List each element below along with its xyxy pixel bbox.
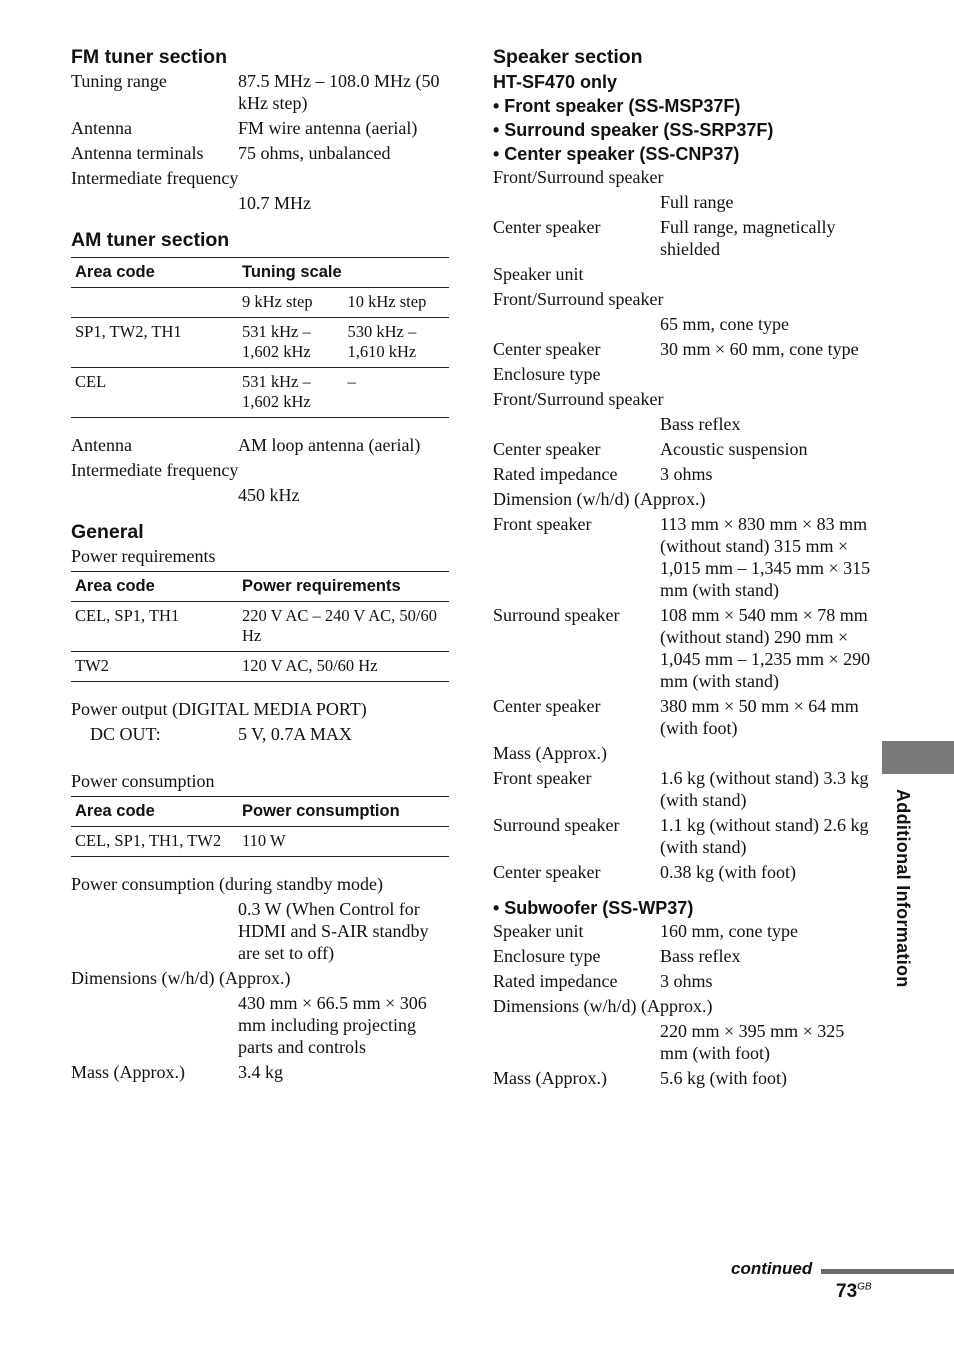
am-section-title: AM tuner section bbox=[71, 229, 230, 251]
spec-label: DC OUT: bbox=[90, 724, 161, 744]
spec-label: Front speaker bbox=[493, 768, 592, 788]
table-cell: 120 V AC, 50/60 Hz bbox=[242, 656, 378, 675]
spec-label: Speaker unit bbox=[493, 921, 584, 941]
spec-row bbox=[493, 463, 873, 485]
table-cell: CEL, SP1, TH1, TW2 bbox=[75, 831, 222, 850]
spec-row bbox=[71, 434, 449, 456]
spec-label: Mass (Approx.) bbox=[493, 743, 607, 763]
table-subheader: 10 kHz step bbox=[347, 292, 427, 311]
table-header: Area code bbox=[75, 263, 155, 281]
table-header: Area code bbox=[75, 802, 155, 820]
table-cell: SP1, TW2, TH1 bbox=[75, 322, 182, 341]
page-number bbox=[836, 1281, 872, 1303]
table-header: Tuning scale bbox=[242, 263, 342, 281]
subwoofer-title: • Subwoofer (SS-WP37) bbox=[493, 898, 694, 918]
spec-row bbox=[493, 945, 873, 967]
spec-value: 30 mm × 60 mm, cone type bbox=[660, 339, 859, 359]
table-cell: 110 W bbox=[242, 831, 286, 850]
spec-label: Center speaker bbox=[493, 339, 601, 359]
table-cell: 220 V AC – 240 V AC, 50/60 Hz bbox=[242, 606, 437, 645]
table-cell: – bbox=[347, 372, 356, 391]
spec-value: Full range bbox=[660, 192, 734, 212]
spec-value: 380 mm × 50 mm × 64 mm (with foot) bbox=[660, 696, 859, 738]
spec-value: 10.7 MHz bbox=[238, 193, 311, 213]
table-subheader: 9 kHz step bbox=[242, 292, 313, 311]
spec-value: 1.1 kg (without stand) 2.6 kg (with stand) bbox=[660, 815, 869, 857]
spec-label: Center speaker bbox=[493, 862, 601, 882]
spec-value: 3.4 kg bbox=[238, 1062, 283, 1082]
power-consumption-table bbox=[71, 796, 449, 857]
spec-label: Antenna bbox=[71, 435, 132, 455]
page-number-value: 73 bbox=[836, 1281, 858, 1302]
spec-value: 3 ohms bbox=[660, 464, 713, 484]
spec-value: 108 mm × 540 mm × 78 mm (without stand) 290 mm × 1,045 mm – 1,235 mm × 290 mm (with stand) bbox=[660, 605, 871, 691]
spec-label: Tuning range bbox=[71, 71, 167, 91]
spec-value: 87.5 MHz – 108.0 MHz (50 kHz step) bbox=[238, 71, 440, 113]
spec-label: Surround speaker bbox=[493, 605, 620, 625]
table-row bbox=[71, 318, 449, 368]
spec-value: Full range, magnetically shielded bbox=[660, 217, 836, 259]
table-row bbox=[71, 652, 449, 682]
spec-value: 65 mm, cone type bbox=[660, 314, 789, 334]
spec-label: Dimension (w/h/d) (Approx.) bbox=[493, 489, 706, 509]
spec-label: Mass (Approx.) bbox=[71, 1062, 185, 1082]
table-cell: CEL bbox=[75, 372, 107, 391]
table-header: Area code bbox=[75, 577, 155, 595]
fm-section-title: FM tuner section bbox=[71, 46, 228, 68]
model-subtitle: HT-SF470 only bbox=[493, 72, 618, 92]
table-row bbox=[71, 827, 449, 857]
spec-value: 3 ohms bbox=[660, 971, 713, 991]
bullet-item: • Center speaker (SS-CNP37) bbox=[493, 144, 740, 164]
spec-value: 220 mm × 395 mm × 325 mm (with foot) bbox=[660, 1021, 845, 1063]
table-cell: CEL, SP1, TH1 bbox=[75, 606, 180, 625]
table-cell: 531 kHz – 1,602 kHz bbox=[242, 322, 311, 361]
spec-value: 430 mm × 66.5 mm × 306 mm including projecting parts and controls bbox=[238, 993, 427, 1057]
spec-label: Intermediate frequency bbox=[71, 168, 239, 188]
side-tab bbox=[882, 741, 954, 774]
spec-label: Antenna terminals bbox=[71, 143, 204, 163]
spec-row bbox=[493, 767, 873, 811]
spec-row bbox=[493, 438, 873, 460]
spec-label: Front/Surround speaker bbox=[493, 389, 664, 409]
spec-value: FM wire antenna (aerial) bbox=[238, 118, 418, 138]
spec-label: Rated impedance bbox=[493, 971, 618, 991]
spec-label: Power output (DIGITAL MEDIA PORT) bbox=[71, 699, 367, 719]
spec-row bbox=[71, 142, 449, 164]
spec-value: 450 kHz bbox=[238, 485, 300, 505]
spec-label: Dimensions (w/h/d) (Approx.) bbox=[71, 968, 291, 988]
table-cell: 530 kHz – 1,610 kHz bbox=[347, 322, 417, 361]
spec-label: Enclosure type bbox=[493, 364, 601, 384]
spec-label: Mass (Approx.) bbox=[493, 1068, 607, 1088]
spec-value: 5.6 kg (with foot) bbox=[660, 1068, 787, 1088]
spec-label: Dimensions (w/h/d) (Approx.) bbox=[493, 996, 713, 1016]
table-cell: 531 kHz – 1,602 kHz bbox=[242, 372, 311, 411]
table-header: Power consumption bbox=[242, 802, 400, 820]
spec-row bbox=[71, 723, 449, 745]
spec-row bbox=[71, 1061, 449, 1083]
spec-row bbox=[493, 216, 873, 260]
spec-row bbox=[493, 513, 873, 601]
spec-row bbox=[493, 604, 873, 692]
spec-label: Center speaker bbox=[493, 217, 601, 237]
spec-value: AM loop antenna (aerial) bbox=[238, 435, 421, 455]
spec-label: Rated impedance bbox=[493, 464, 618, 484]
spec-value: 75 ohms, unbalanced bbox=[238, 143, 391, 163]
spec-row bbox=[493, 861, 873, 883]
spec-row bbox=[493, 695, 873, 739]
am-tuning-table bbox=[71, 257, 449, 418]
spec-label: Antenna bbox=[71, 118, 132, 138]
spec-value: 160 mm, cone type bbox=[660, 921, 798, 941]
spec-label: Power consumption bbox=[71, 771, 215, 791]
spec-row bbox=[493, 814, 873, 858]
spec-value: Bass reflex bbox=[660, 946, 741, 966]
general-section-title: General bbox=[71, 521, 144, 543]
table-row bbox=[71, 602, 449, 652]
continued-label: continued bbox=[731, 1259, 813, 1278]
spec-label: Center speaker bbox=[493, 696, 601, 716]
left-column bbox=[71, 44, 449, 1086]
table-row bbox=[71, 368, 449, 418]
spec-label: Surround speaker bbox=[493, 815, 620, 835]
spec-value: Bass reflex bbox=[660, 414, 741, 434]
spec-row bbox=[71, 70, 449, 114]
spec-value: 5 V, 0.7A MAX bbox=[238, 724, 352, 744]
spec-value: 0.3 W (When Control for HDMI and S-AIR standby are set to off) bbox=[238, 899, 429, 963]
spec-label: Front/Surround speaker bbox=[493, 289, 664, 309]
spec-row bbox=[493, 920, 873, 942]
right-column bbox=[493, 44, 873, 1092]
spec-row bbox=[493, 970, 873, 992]
spec-label: Front speaker bbox=[493, 514, 592, 534]
spec-value: 1.6 kg (without stand) 3.3 kg (with stand) bbox=[660, 768, 869, 810]
side-section-label: Additional Information bbox=[893, 789, 913, 988]
spec-row bbox=[71, 117, 449, 139]
spec-row bbox=[493, 1067, 873, 1089]
spec-label: Center speaker bbox=[493, 439, 601, 459]
spec-label: Speaker unit bbox=[493, 264, 584, 284]
table-header: Power requirements bbox=[242, 577, 401, 595]
spec-label: Power requirements bbox=[71, 546, 216, 566]
page-number-suffix: GB bbox=[857, 1281, 872, 1293]
bullet-item: • Surround speaker (SS-SRP37F) bbox=[493, 120, 774, 140]
spec-value: 113 mm × 830 mm × 83 mm (without stand) 315 mm × 1,015 mm – 1,345 mm × 315 mm (with stand) bbox=[660, 514, 871, 600]
spec-value: Acoustic suspension bbox=[660, 439, 808, 459]
spec-row bbox=[493, 338, 873, 360]
spec-label: Front/Surround speaker bbox=[493, 167, 664, 187]
speaker-section-title: Speaker section bbox=[493, 46, 643, 68]
spec-value: 0.38 kg (with foot) bbox=[660, 862, 796, 882]
spec-label: Enclosure type bbox=[493, 946, 601, 966]
table-cell: TW2 bbox=[75, 656, 109, 675]
bullet-item: • Front speaker (SS-MSP37F) bbox=[493, 96, 741, 116]
spec-label: Power consumption (during standby mode) bbox=[71, 874, 383, 894]
power-requirements-table bbox=[71, 571, 449, 682]
continued-bar bbox=[821, 1269, 954, 1274]
spec-label: Intermediate frequency bbox=[71, 460, 239, 480]
